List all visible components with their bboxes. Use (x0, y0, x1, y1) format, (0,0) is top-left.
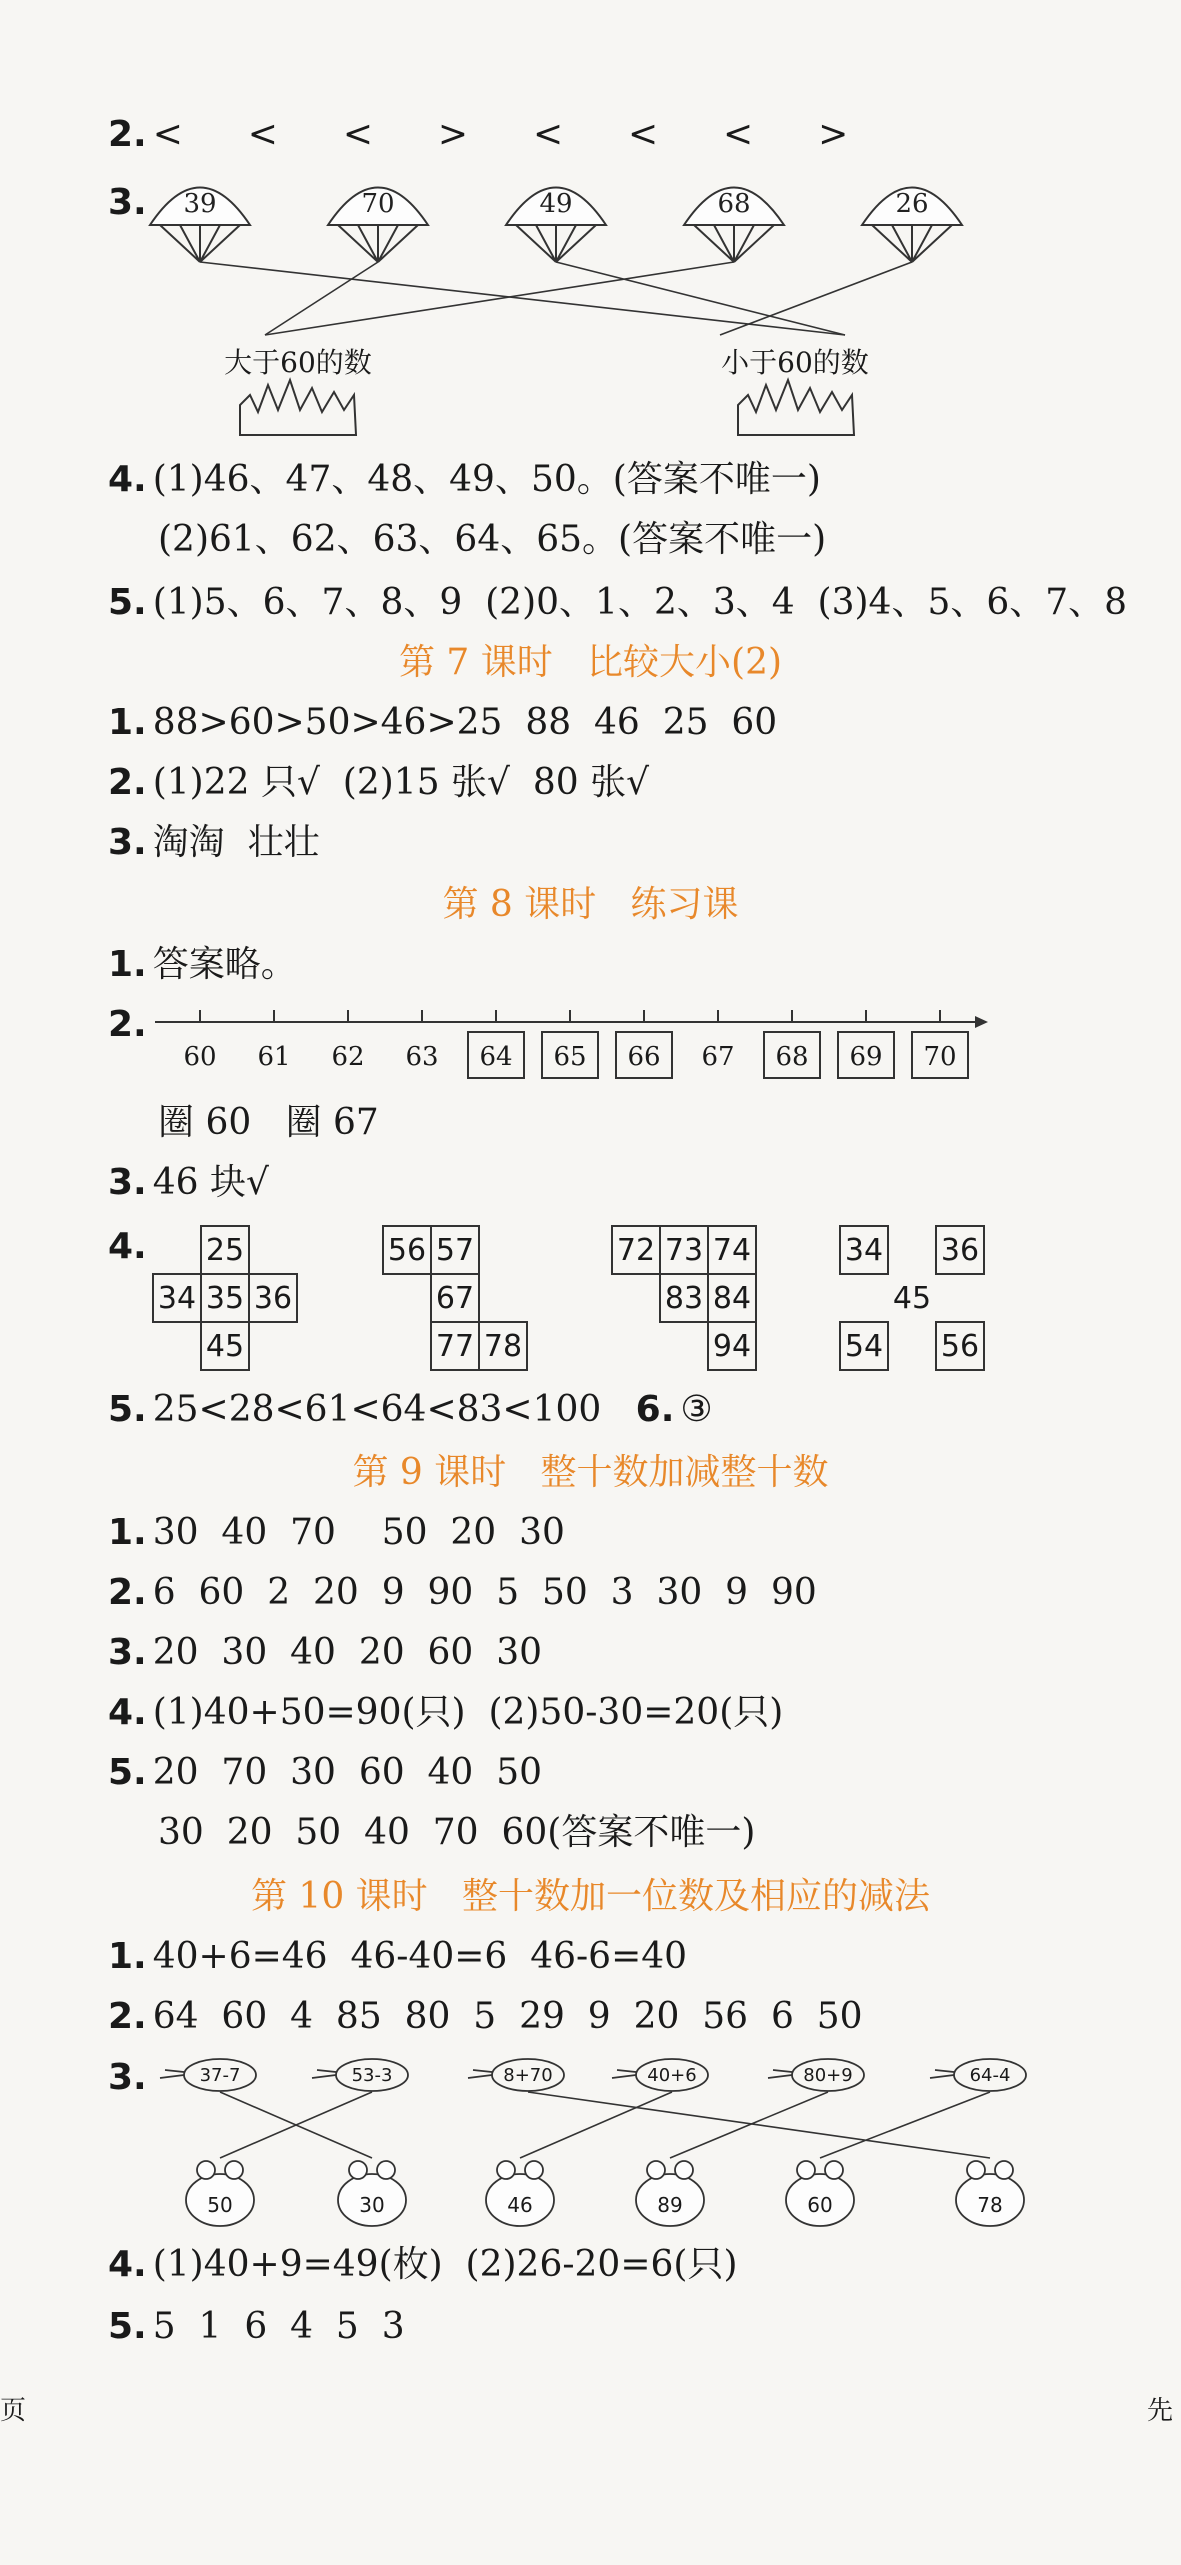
bug-label: 80+9 (803, 2065, 853, 2086)
grid-cell: 36 (248, 1273, 298, 1323)
s9-q1: 1. 30 40 70 50 20 30 (108, 1512, 565, 1553)
section-title-7: 第 7 课时 比较大小(2) (398, 642, 783, 683)
frog-label: 60 (807, 2193, 833, 2217)
grid-cell: 45 (200, 1321, 250, 1371)
section-title-9: 第 9 课时 整十数加减整十数 (352, 1452, 829, 1493)
s10-q5: 5. 5 1 6 4 5 3 (108, 2306, 405, 2347)
frog-label: 46 (507, 2193, 533, 2217)
frog-label: 78 (977, 2193, 1003, 2217)
grid-cell: 54 (839, 1321, 889, 1371)
grid-cell: 94 (707, 1321, 757, 1371)
bug-label: 64-4 (969, 2065, 1011, 2086)
s10-q1: 1. 40+6=46 46-40=6 46-6=40 (108, 1936, 688, 1977)
tick-label: 68 (775, 1042, 809, 1072)
s8-q1: 1. 答案略。 (108, 944, 297, 985)
parachute-label: 26 (895, 189, 929, 219)
frog-label: 89 (657, 2193, 683, 2217)
q5-answer: 5. (1)5、6、7、8、9 (2)0、1、2、3、4 (3)4、5、6、7、8 (108, 582, 1128, 623)
frog-label: 30 (359, 2193, 385, 2217)
grid-cell: 36 (935, 1225, 985, 1275)
grid-cell: 35 (200, 1273, 250, 1323)
s9-q3: 3. 20 30 40 20 60 30 (108, 1632, 543, 1673)
tick-label: 64 (479, 1042, 513, 1072)
grid-cell: 83 (659, 1273, 709, 1323)
grid-cell: 67 (430, 1273, 480, 1323)
tick-label: 61 (257, 1042, 291, 1072)
box-label-less: 小于60的数 (721, 346, 869, 379)
s8-q3: 3. 46 块√ (108, 1162, 269, 1203)
grid-cell: 78 (478, 1321, 528, 1371)
grid-cell: 77 (430, 1321, 480, 1371)
grid-cell: 45 (892, 1280, 932, 1316)
parachute-label: 70 (361, 189, 395, 219)
tick-label: 65 (553, 1042, 587, 1072)
tick-label: 66 (627, 1042, 661, 1072)
s7-q1: 1. 88>60>50>46>25 88 46 25 60 (108, 702, 778, 743)
tick-label: 63 (405, 1042, 439, 1072)
s8-q5-q6: 5. 25<28<61<64<83<100 6. ③ (108, 1389, 713, 1430)
footer-left: 页 (0, 2396, 27, 2426)
q4-line2: (2)61、62、63、64、65。(答案不唯一) (158, 519, 827, 560)
parachute-label: 49 (539, 189, 573, 219)
section-title-10: 第 10 课时 整十数加一位数及相应的减法 (250, 1876, 931, 1917)
q2-answer: 2. < < < > < < < > (108, 114, 863, 155)
grid-cell: 57 (430, 1225, 480, 1275)
grid-cell: 72 (611, 1225, 661, 1275)
s10-q4: 4. (1)40+9=49(枚) (2)26-20=6(只) (108, 2244, 738, 2285)
s7-q3: 3. 淘淘 壮壮 (108, 822, 320, 863)
parachute-label: 39 (183, 189, 217, 219)
grid-cell: 56 (935, 1321, 985, 1371)
grid-cell: 25 (200, 1225, 250, 1275)
bug-label: 53-3 (351, 2065, 393, 2086)
s8-q2-number: 2. (108, 1004, 147, 1045)
matching-lines (220, 2092, 990, 2158)
section-title-8: 第 8 课时 练习课 (442, 884, 739, 925)
footer-right: 先 (1146, 2396, 1173, 2426)
tick-label: 70 (923, 1042, 957, 1072)
bug-label: 8+70 (503, 2065, 553, 2086)
grid-cell: 84 (707, 1273, 757, 1323)
s10-q2: 2. 64 60 4 85 80 5 29 9 20 56 6 50 (108, 1996, 863, 2037)
grid-cell: 73 (659, 1225, 709, 1275)
s7-q2: 2. (1)22 只√ (2)15 张√ 80 张√ (108, 762, 650, 803)
box-label-greater: 大于60的数 (224, 346, 372, 379)
tick-label: 69 (849, 1042, 883, 1072)
grid-cell: 56 (382, 1225, 432, 1275)
grid-cell: 34 (839, 1225, 889, 1275)
tick-label: 62 (331, 1042, 365, 1072)
s9-q2: 2. 6 60 2 20 9 90 5 50 3 30 9 90 (108, 1572, 817, 1613)
q3-number: 3. (108, 182, 147, 223)
parachute-label: 68 (717, 189, 751, 219)
q4-line1: 4. (1)46、47、48、49、50。(答案不唯一) (108, 459, 821, 500)
grid-cell: 34 (152, 1273, 202, 1323)
s8-q4-number: 4. (108, 1226, 147, 1267)
s10-q3-number: 3. (108, 2057, 147, 2098)
s9-q5-line2: 30 20 50 40 70 60(答案不唯一) (158, 1812, 756, 1853)
tick-label: 67 (701, 1042, 735, 1072)
grid-cell: 74 (707, 1225, 757, 1275)
bug-label: 37-7 (199, 2065, 241, 2086)
frog-label: 50 (207, 2193, 233, 2217)
s9-q4: 4. (1)40+50=90(只) (2)50-30=20(只) (108, 1692, 784, 1733)
s8-q2-answer: 圈 60 圈 67 (158, 1102, 379, 1143)
tick-label: 60 (183, 1042, 217, 1072)
s9-q5-line1: 5. 20 70 30 60 40 50 (108, 1752, 543, 1793)
bug-label: 40+6 (647, 2065, 697, 2086)
